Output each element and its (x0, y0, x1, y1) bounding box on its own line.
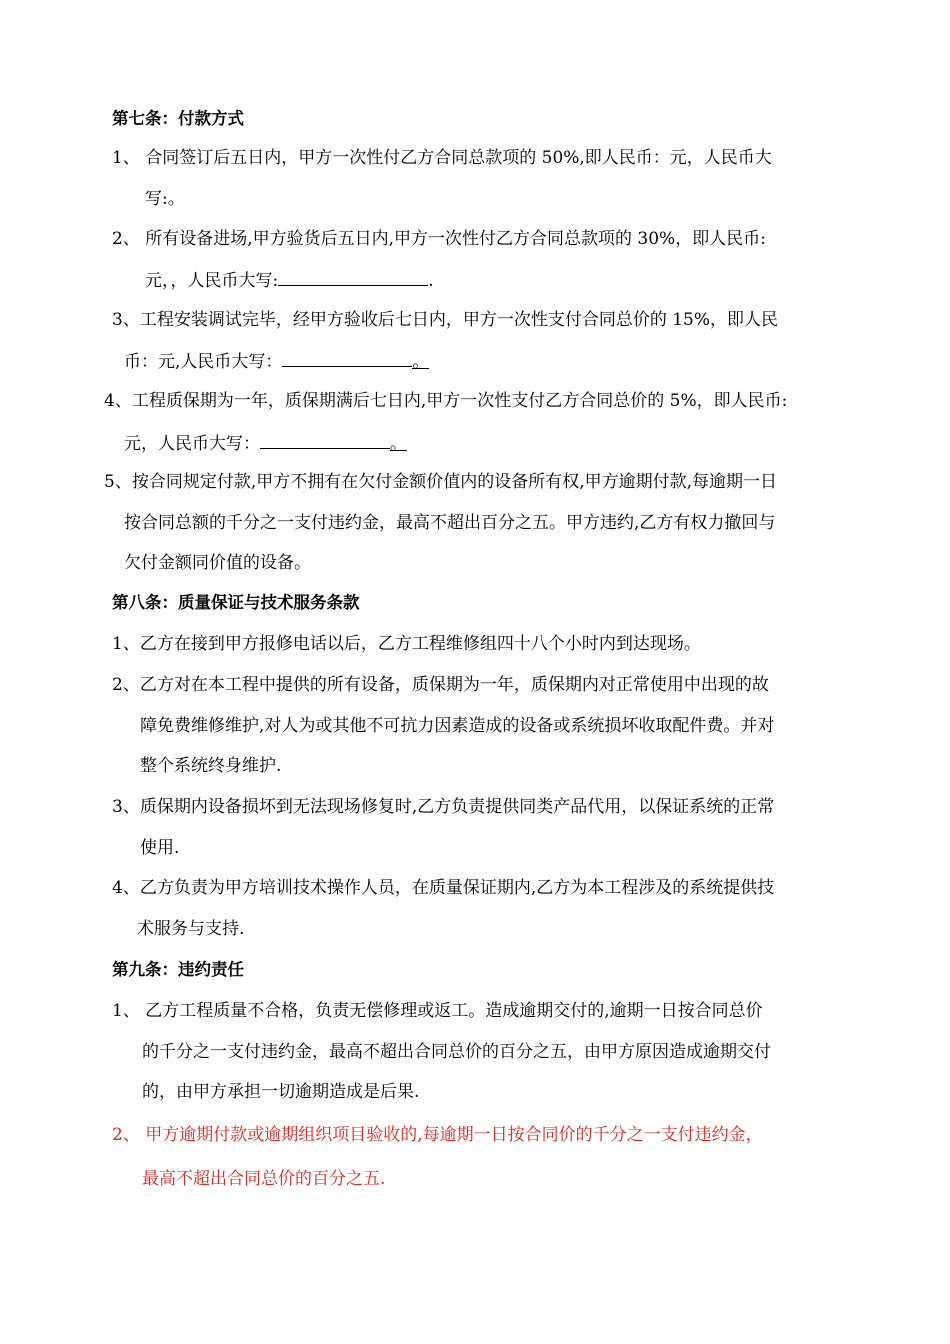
art9-item1-line3: 的，由甲方承担一切逾期造成是后果. (142, 1082, 420, 1102)
art8-item4-line2: 术服务与支持. (137, 919, 245, 939)
art7-item3-line2-text: 币：元,人民币大写： (124, 352, 283, 372)
art7-item2-line2 (145, 268, 434, 292)
art8-item3-line1: 3、质保期内设备损坏到无法现场修复时,乙方负责提供同类产品代用，以保证系统的正常 (112, 797, 775, 817)
art7-item2-line2-text: 元，，人民币大写: (145, 271, 279, 291)
art8-item4-line1: 4、乙方负责为甲方培训技术操作人员，在质量保证期内,乙方为本工程涉及的系统提供技 (112, 878, 775, 898)
art7-item4-line2-end: 。 (390, 434, 407, 454)
art7-item5-line2: 按合同总额的千分之一支付违约金，最高不超出百分之五。甲方违约,乙方有权力撤回与 (124, 513, 776, 533)
art8-item2-line2: 障免费维修维护,对人为或其他不可抗力因素造成的设备或系统损坏收取配件费。并对 (140, 716, 775, 736)
fill-in-blank (278, 268, 428, 286)
article-9-title: 第九条：违约责任 (112, 960, 244, 979)
art9-item1-line2: 的千分之一支付违约金，最高不超出合同总价的百分之五，由甲方原因造成逾期交付 (142, 1042, 771, 1062)
art8-item3-line2: 使用. (140, 838, 180, 858)
art9-item2-line2: 最高不超出合同总价的百分之五. (142, 1169, 386, 1189)
art7-item1-line1: 1、 合同签订后五日内，甲方一次性付乙方合同总款项的 50%,即人民币：元，人民币大 (112, 148, 772, 168)
art8-item2-line1: 2、乙方对在本工程中提供的所有设备，质保期为一年，质保期内对正常使用中出现的故 (112, 675, 769, 695)
art9-item2-line1: 2、 甲方逾期付款或逾期组织项目验收的,每逾期一日按合同价的千分之一支付违约金， (112, 1125, 763, 1145)
art7-item1-line2: 写:。 (145, 189, 185, 209)
fill-in-blank (260, 431, 390, 449)
art7-item4-line2 (124, 431, 407, 455)
art7-item2-line1: 2、 所有设备进场,甲方验货后五日内,甲方一次性付乙方合同总款项的 30%，即人民币: (112, 229, 766, 249)
art9-item1-line1: 1、 乙方工程质量不合格，负责无偿修理或返工。造成逾期交付的,逾期一日按合同总价 (112, 1001, 763, 1021)
article-7-title: 第七条：付款方式 (112, 109, 244, 128)
article-8-title: 第八条：质量保证与技术服务条款 (112, 593, 360, 612)
art7-item2-line2-end: . (428, 271, 434, 291)
art8-item1-line1: 1、乙方在接到甲方报修电话以后，乙方工程维修组四十八个小时内到达现场。 (112, 634, 701, 654)
art7-item3-line1: 3、工程安装调试完毕，经甲方验收后七日内，甲方一次性支付合同总价的 15%，即人民 (112, 310, 779, 330)
fill-in-blank (282, 349, 412, 367)
art7-item5-line3: 欠付金额同价值的设备。 (124, 553, 311, 573)
art8-item2-line3: 整个系统终身维护. (140, 756, 282, 776)
art7-item4-line1: 4、工程质保期为一年，质保期满后七日内,甲方一次性支付乙方合同总价的 5%，即人民币: (104, 391, 788, 411)
art7-item4-line2-text: 元，人民币大写： (124, 434, 260, 454)
art7-item3-line2-end: 。 (412, 352, 430, 372)
art7-item3-line2 (124, 349, 429, 373)
art7-item5-line1: 5、按合同规定付款,甲方不拥有在欠付金额价值内的设备所有权,甲方逾期付款,每逾期一日 (104, 472, 778, 492)
